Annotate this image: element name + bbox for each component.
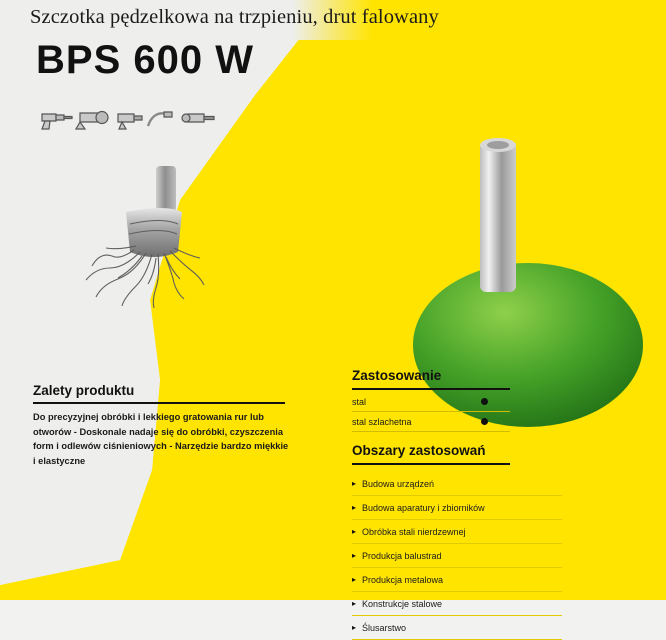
flexible-shaft-icon	[148, 112, 172, 126]
arrow-right-icon: ▸	[352, 551, 357, 560]
advantages-divider	[33, 402, 285, 404]
list-item-label: Produkcja balustrad	[362, 550, 442, 561]
list-item	[352, 520, 562, 544]
arrow-right-icon: ▸	[352, 575, 357, 584]
arrow-right-icon: ▸	[352, 527, 357, 536]
arrow-right-icon: ▸	[352, 623, 357, 632]
application-label: stal szlachetna	[352, 416, 412, 427]
list-item	[352, 544, 562, 568]
page-title: Szczotka pędzelkowa na trzpieniu, drut falowany	[30, 6, 439, 28]
areas-divider	[352, 463, 510, 465]
straight-grinder-icon	[118, 114, 142, 129]
arrow-right-icon: ▸	[352, 503, 357, 512]
advantages-text: Do precyzyjnej obróbki i lekkiego gratowania rur lub otworów - Doskonale nadaje się do obróbki, czyszczenia form i odlewów ciśnieniowych - Narzędzie bardzo miękkie i elastyczne	[33, 412, 289, 466]
list-item-label: Konstrukcje stalowe	[362, 598, 443, 609]
brush-green-photo	[420, 130, 650, 360]
arrow-right-icon: ▸	[352, 599, 357, 608]
list-item-label: Budowa aparatury i zbiorników	[362, 502, 485, 513]
list-item-label: Obróbka stali nierdzewnej	[362, 526, 466, 537]
list-item	[352, 568, 562, 592]
drill-icon	[42, 114, 72, 129]
list-item-label: Budowa urządzeń	[362, 478, 435, 489]
table-row	[352, 412, 510, 432]
list-item	[352, 592, 562, 616]
list-item-label: Produkcja metalowa	[362, 574, 444, 585]
arrow-right-icon: ▸	[352, 479, 357, 488]
application-label: stal	[352, 396, 367, 407]
areas-heading: Obszary zastosowań	[352, 443, 486, 458]
spindle-tool-icon	[182, 114, 214, 122]
list-item	[352, 472, 562, 496]
model-name: BPS 600 W	[36, 38, 254, 82]
application-divider	[352, 388, 510, 390]
angle-grinder-icon	[76, 112, 108, 130]
application-table	[352, 392, 510, 432]
check-dot-icon	[481, 398, 488, 405]
list-item	[352, 496, 562, 520]
advantages-heading: Zalety produktu	[33, 383, 135, 398]
application-heading: Zastosowanie	[352, 368, 442, 383]
brush-steel-photo	[30, 160, 210, 310]
list-item	[352, 616, 562, 640]
areas-list	[352, 472, 562, 640]
table-row	[352, 392, 510, 412]
list-item-label: Ślusarstwo	[362, 622, 407, 633]
check-dot-icon	[481, 418, 488, 425]
tool-pictogram-strip	[36, 100, 226, 136]
